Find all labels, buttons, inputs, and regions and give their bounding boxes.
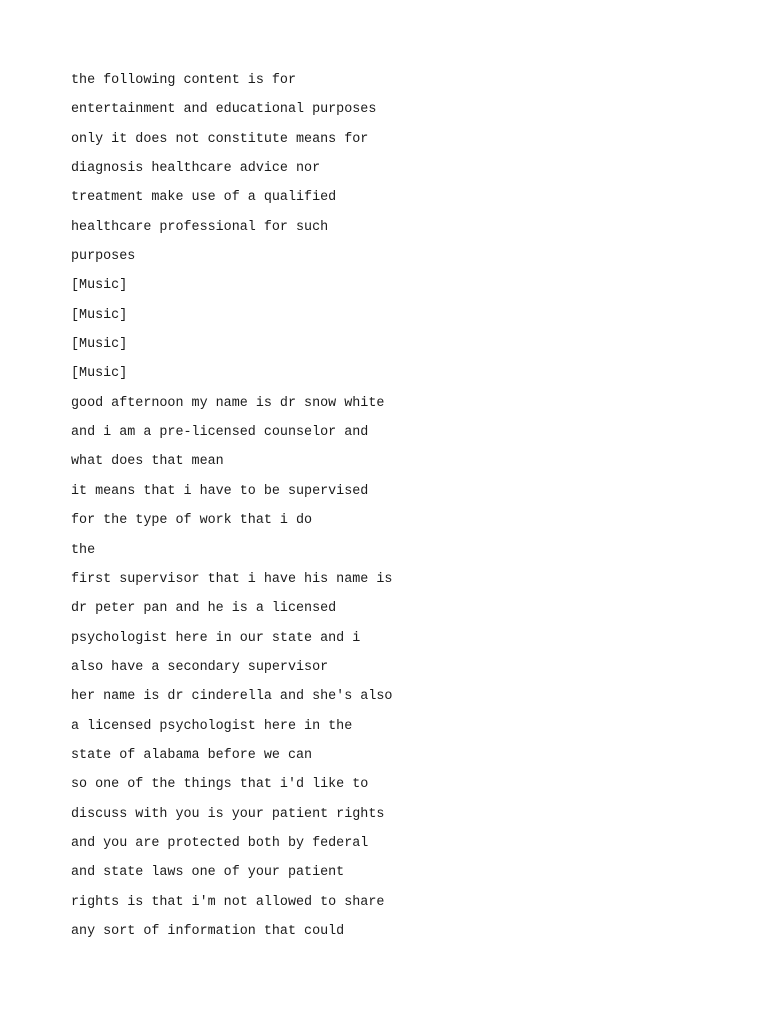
transcript-line: also have a secondary supervisor [71,659,329,675]
transcript-line: first supervisor that i have his name is [71,571,393,587]
transcript-line: and state laws one of your patient [71,865,345,881]
transcript-line: her name is dr cinderella and she's also [71,689,393,705]
transcript-line: dr peter pan and he is a licensed [71,601,337,617]
transcript-page [71,66,748,946]
transcript-line: treatment make use of a qualified [71,190,337,206]
transcript-line: purposes [71,249,136,265]
transcript-line: state of alabama before we can [71,747,313,763]
transcript-line: [Music] [71,366,128,382]
transcript-line: for the type of work that i do [71,513,313,529]
transcript-line: [Music] [71,307,128,323]
transcript-line: discuss with you is your patient rights [71,806,385,822]
transcript-line: a licensed psychologist here in the [71,718,353,734]
transcript-line: rights is that i'm not allowed to share [71,894,385,910]
transcript-line: and you are protected both by federal [71,835,369,851]
transcript-line: it means that i have to be supervised [71,483,369,499]
transcript-line: diagnosis healthcare advice nor [71,161,321,177]
transcript-line: so one of the things that i'd like to [71,777,369,793]
transcript-line: psychologist here in our state and i [71,630,361,646]
transcript-line: only it does not constitute means for [71,131,369,147]
transcript-line: any sort of information that could [71,923,345,939]
transcript-line: healthcare professional for such [71,219,329,235]
transcript-line: the [71,542,96,558]
transcript-line: [Music] [71,278,128,294]
transcript-line: and i am a pre-licensed counselor and [71,425,369,441]
transcript-line: entertainment and educational purposes [71,102,377,118]
transcript-line: the following content is for [71,73,296,88]
transcript-line: good afternoon my name is dr snow white [71,395,385,411]
transcript-line: what does that mean [71,454,224,470]
transcript-line: [Music] [71,337,128,353]
